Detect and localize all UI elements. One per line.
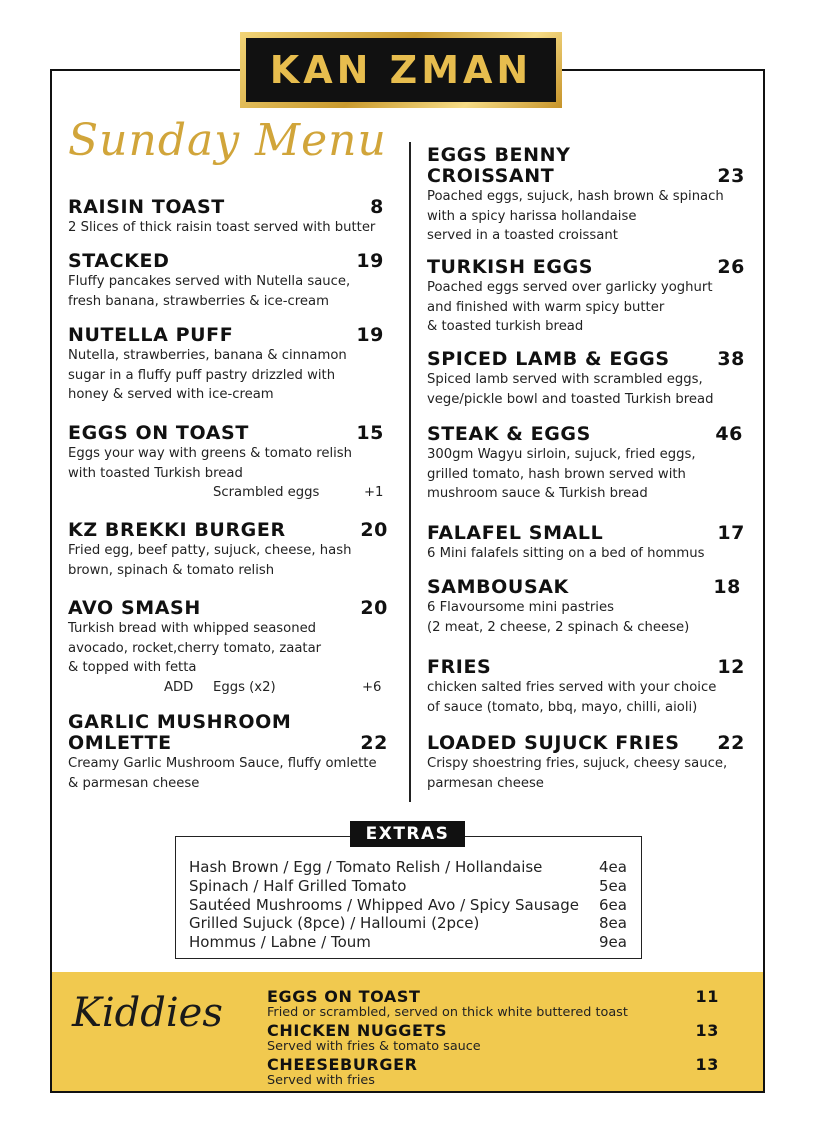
extras-items: Hash Brown / Egg / Tomato Relish / Hollandaise xyxy=(189,858,543,876)
item-price: 17 xyxy=(717,522,745,544)
addon-price: +6 xyxy=(362,680,382,695)
addon-add-label: ADD xyxy=(164,680,194,695)
menu-item-avo-smash xyxy=(68,598,388,678)
menu-item-turkish-eggs xyxy=(427,257,745,337)
item-price: 23 xyxy=(717,165,745,187)
extras-items: Hommus / Labne / Toum xyxy=(189,933,371,951)
item-name: STACKED xyxy=(68,250,170,272)
kids-item-description: Served with fries xyxy=(267,1073,375,1088)
item-description: Creamy Garlic Mushroom Sauce, fluffy omlette & parmesan cheese xyxy=(68,756,377,791)
menu-item-spiced-lamb-eggs xyxy=(427,349,745,409)
item-name: TURKISH EGGS xyxy=(427,256,594,278)
extras-price: 6ea xyxy=(599,896,627,914)
item-name: SPICED LAMB & EGGS xyxy=(427,348,670,370)
item-description: Fried egg, beef patty, sujuck, cheese, hash brown, spinach & tomato relish xyxy=(68,543,352,578)
item-name: SAMBOUSAK xyxy=(427,576,569,598)
extras-row xyxy=(189,858,629,877)
item-name: NUTELLA PUFF xyxy=(68,324,234,346)
extras-price: 8ea xyxy=(599,914,627,932)
kids-item-description: Fried or scrambled, served on thick white buttered toast xyxy=(267,1005,628,1020)
item-name: FALAFEL SMALL xyxy=(427,522,604,544)
item-price: 12 xyxy=(717,656,745,678)
kids-item-chicken-nuggets xyxy=(267,1022,719,1054)
menu-item-stacked xyxy=(68,251,384,311)
item-price: 20 xyxy=(360,519,388,541)
extras-price: 9ea xyxy=(599,933,627,951)
menu-item-fries xyxy=(427,657,745,717)
item-price: 18 xyxy=(713,576,741,598)
item-price: 15 xyxy=(356,422,384,444)
item-price: 19 xyxy=(356,250,384,272)
item-description: Turkish bread with whipped seasoned avocado, rocket,cherry tomato, zaatar & topped with fetta xyxy=(68,621,322,675)
item-price: 26 xyxy=(717,256,745,278)
item-name: STEAK & EGGS xyxy=(427,423,591,445)
item-description: 300gm Wagyu sirloin, sujuck, fried eggs, grilled tomato, hash brown served with mushroom sauce & Turkish bread xyxy=(427,447,696,501)
kids-item-name: CHICKEN NUGGETS xyxy=(267,1021,448,1040)
menu-item-steak-eggs xyxy=(427,424,743,504)
extras-price: 5ea xyxy=(599,877,627,895)
item-name: AVO SMASH xyxy=(68,597,201,619)
item-description: Poached eggs, sujuck, hash brown & spinach with a spicy harissa hollandaise served in a toasted croissant xyxy=(427,189,724,243)
item-description: Eggs your way with greens & tomato relish with toasted Turkish bread xyxy=(68,446,353,481)
item-description: 6 Mini falafels sitting on a bed of hommus xyxy=(427,546,705,561)
item-description: Nutella, strawberries, banana & cinnamon sugar in a fluffy puff pastry drizzled with honey & served with ice-cream xyxy=(68,348,347,402)
item-description: 6 Flavoursome mini pastries (2 meat, 2 cheese, 2 spinach & cheese) xyxy=(427,600,690,635)
item-description: Crispy shoestring fries, sujuck, cheesy sauce, parmesan cheese xyxy=(427,756,728,791)
extras-title: EXTRAS xyxy=(350,821,465,847)
addon-label: Eggs (x2) xyxy=(213,680,276,695)
menu-item-eggs-on-toast xyxy=(68,423,384,483)
extras-row xyxy=(189,877,629,896)
extras-price: 4ea xyxy=(599,858,627,876)
extras-row xyxy=(189,933,629,952)
item-description: Poached eggs served over garlicky yoghurt and finished with warm spicy butter & toasted turkish bread xyxy=(427,280,713,334)
column-divider xyxy=(409,142,411,802)
menu-item-falafel-small xyxy=(427,523,745,564)
item-price: 22 xyxy=(717,732,745,754)
item-description: chicken salted fries served with your choice of sauce (tomato, bbq, mayo, chilli, aioli) xyxy=(427,680,717,715)
item-description: Spiced lamb served with scrambled eggs, vege/pickle bowl and toasted Turkish bread xyxy=(427,372,714,407)
brand-logo xyxy=(240,32,562,108)
kids-item-name: CHEESEBURGER xyxy=(267,1055,418,1074)
item-price: 38 xyxy=(717,348,745,370)
kids-title: Kiddies xyxy=(72,990,223,1036)
item-price: 46 xyxy=(715,423,743,445)
menu-item-loaded-sujuck-fries xyxy=(427,733,745,793)
menu-item-garlic-mushroom-omlette xyxy=(68,712,388,793)
extras-row xyxy=(189,914,629,933)
menu-item-raisin-toast xyxy=(68,197,384,238)
addon-price: +1 xyxy=(364,485,384,500)
item-price: 20 xyxy=(360,597,388,619)
kids-item-price: 13 xyxy=(695,1055,719,1074)
brand-name: KAN ZMAN xyxy=(269,48,533,92)
item-name: LOADED SUJUCK FRIES xyxy=(427,732,680,754)
item-name: KZ BREKKI BURGER xyxy=(68,519,286,541)
menu-item-sambousak xyxy=(427,577,741,637)
kids-item-eggs-on-toast xyxy=(267,988,719,1020)
item-price: 8 xyxy=(370,196,384,218)
item-description: Fluffy pancakes served with Nutella sauce, fresh banana, strawberries & ice-cream xyxy=(68,274,351,309)
kids-item-price: 11 xyxy=(695,987,719,1006)
kids-item-name: EGGS ON TOAST xyxy=(267,987,421,1006)
item-price: 22 xyxy=(360,732,388,754)
item-name: GARLIC MUSHROOM OMLETTE xyxy=(68,711,292,754)
item-name: RAISIN TOAST xyxy=(68,196,225,218)
kids-item-cheeseburger xyxy=(267,1056,719,1088)
item-name: EGGS BENNY CROISSANT xyxy=(427,144,571,187)
extras-items: Spinach / Half Grilled Tomato xyxy=(189,877,407,895)
menu-item-kz-brekki-burger xyxy=(68,520,388,580)
brand-logo-plate xyxy=(246,38,556,102)
menu-title: Sunday Menu xyxy=(68,115,387,166)
item-price: 19 xyxy=(356,324,384,346)
item-description: 2 Slices of thick raisin toast served with butter xyxy=(68,220,376,235)
extras-row xyxy=(189,896,629,915)
kids-item-description: Served with fries & tomato sauce xyxy=(267,1039,481,1054)
menu-item-eggs-benny-croissant xyxy=(427,145,745,246)
extras-items: Grilled Sujuck (8pce) / Halloumi (2pce) xyxy=(189,914,480,932)
item-name: EGGS ON TOAST xyxy=(68,422,249,444)
extras-items: Sautéed Mushrooms / Whipped Avo / Spicy Sausage xyxy=(189,896,579,914)
menu-item-nutella-puff xyxy=(68,325,384,405)
kids-item-price: 13 xyxy=(695,1021,719,1040)
item-name: FRIES xyxy=(427,656,492,678)
addon-label: Scrambled eggs xyxy=(213,485,320,500)
